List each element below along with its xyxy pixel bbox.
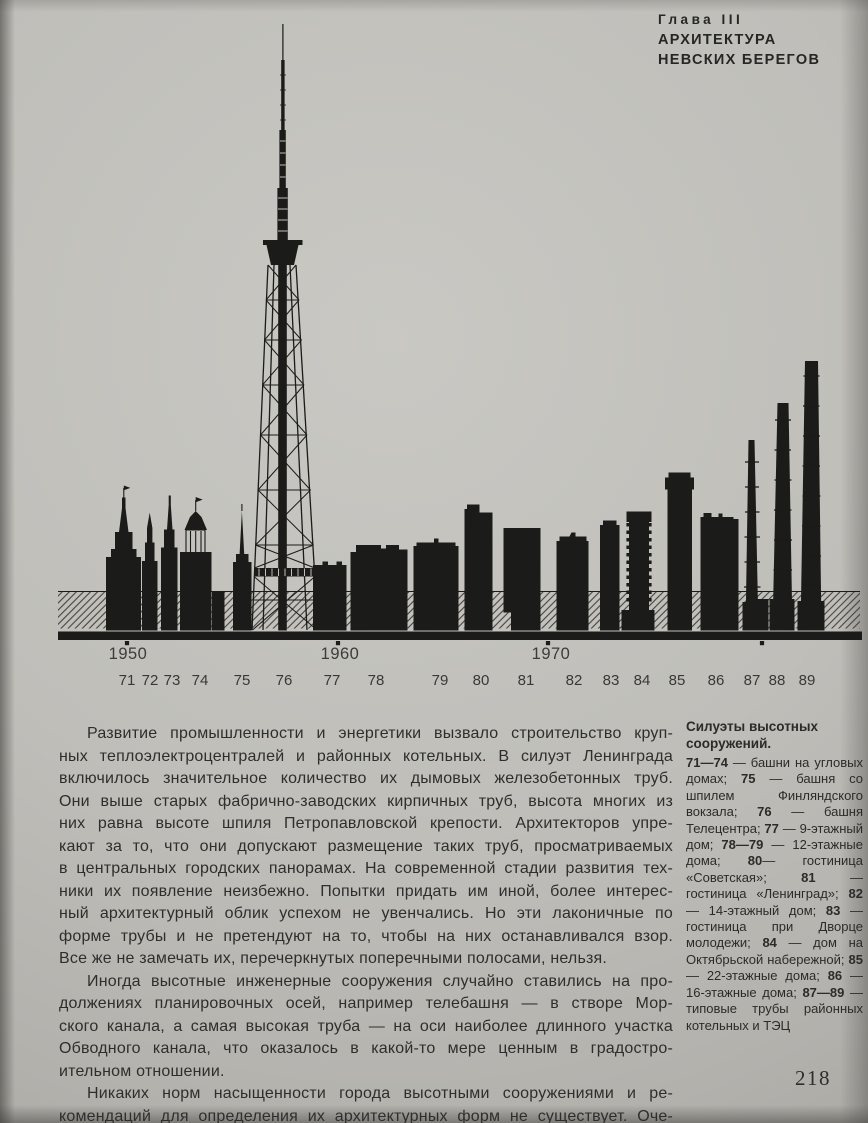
structure-number-label: 86	[707, 672, 725, 689]
base-89	[798, 601, 825, 631]
structure-number-label: 81	[517, 672, 535, 689]
body-text-line: Иногда высотные инженерные сооружения случайно ставились на про-	[87, 972, 673, 990]
base-84	[622, 610, 655, 631]
structure-number-label: 77	[323, 672, 341, 689]
building-80	[465, 505, 493, 631]
body-text-line: ный архитектурный облик успехом не увенчались. Но эти лаконичные по	[59, 905, 673, 922]
building-73	[161, 496, 178, 631]
page-number: 218	[795, 1066, 831, 1090]
figure-caption-title-line1: Силуэты высотных	[686, 719, 818, 734]
body-text-line: ского канала, а самая высокая труба — на оси наиболее длинного участка	[59, 1017, 673, 1035]
building-83	[600, 521, 620, 631]
figure-caption-title	[686, 719, 863, 752]
structure-number-label: 83	[602, 672, 620, 689]
body-text-line: включилось значительное количество их дымовых железобетонных труб.	[59, 770, 673, 787]
structure-number-label: 88	[768, 672, 786, 689]
building-79	[414, 539, 459, 631]
chapter-title-line1: АРХИТЕКТУРА	[658, 32, 777, 48]
building-72	[142, 513, 158, 631]
building-82	[557, 533, 589, 631]
spire-75	[240, 511, 245, 554]
decade-label: 1970	[531, 645, 571, 663]
structure-number-label: 80	[472, 672, 490, 689]
chimney-87	[746, 440, 759, 631]
building-77	[313, 562, 347, 631]
body-text-line: ники их появление неизбежно. Попытки придать им иной, более интерес-	[59, 882, 673, 900]
structure-number-label: 82	[565, 672, 583, 689]
body-text-line: комендаций для определения их архитектурных форм не существует. Оче-	[59, 1107, 673, 1123]
body-text-line: них равна высоте шпиля Петропавловской крепости. Архитекторов упре-	[59, 815, 673, 832]
body-text-line: кают за то, что они допускают размещение таких труб, просматриваемых	[59, 837, 673, 855]
body-text-line: Развитие промышленности и энергетики вызвало строительство круп-	[87, 725, 673, 742]
structure-number-label: 89	[798, 672, 816, 689]
building-86	[701, 513, 739, 631]
building-78	[351, 545, 408, 631]
tv-tower-mast-mid	[279, 130, 285, 188]
base-88	[770, 599, 795, 631]
chapter-title-line2: НЕВСКИХ БЕРЕГОВ	[658, 51, 821, 68]
tv-tower-mast-upper	[281, 60, 284, 130]
building-75	[233, 554, 252, 631]
body-text-column	[59, 723, 673, 1123]
tv-tower-cab	[263, 240, 303, 265]
structure-number-label: 76	[275, 672, 293, 689]
body-text-line: ных теплоэлектроцентралей и районных котельных. В силуэт Ленинграда	[59, 747, 673, 765]
building-74-body	[180, 552, 212, 631]
decade-label: 1950	[108, 645, 148, 663]
flag-71	[124, 486, 131, 491]
flag-74	[196, 497, 203, 502]
structure-number-label: 79	[431, 672, 449, 689]
structure-number-label: 87	[743, 672, 761, 689]
figure-caption-text: 71—74 — башни на угловых домах; 75 — башня со шпилем Финляндского вокзала; 76 — башня Телецентра; 77 — 9-этажный дом; 78—79 — 12-этажные дома; 80— гостиница «Советская»; 81 — гостиница «Ленинград»; 82 — 14-этажный дом; 83 — гостиница при Дворце молодежи; 84 — дом на Октябрьской набережной; 85 — 22-этажные дома; 86 — 16-этажные дома; 87—89 — типовые трубы районных котельных и ТЭЦ	[686, 755, 864, 1033]
tv-tower-mast-lower	[277, 188, 287, 240]
decade-axis	[0, 645, 868, 665]
chimney-88	[773, 403, 793, 631]
structure-number-label: 85	[668, 672, 686, 689]
baseline-bar	[58, 632, 862, 641]
structure-number-label: 71	[118, 672, 136, 689]
body-text-line: форме трубы и не претендуют на то, чтобы на них останавливался взор.	[59, 927, 673, 945]
decade-label: 1960	[320, 645, 360, 663]
building-85	[668, 490, 693, 631]
body-text-line: Они выше старых фабрично-заводских кирпичных труб, высота многих из	[59, 792, 673, 810]
structure-number-label: 84	[633, 672, 651, 689]
body-text-line: Все же не замечать их, перечеркнутых поперечными полосами, нельзя.	[59, 950, 608, 967]
cupola-74	[185, 511, 208, 530]
structure-number-label: 78	[367, 672, 385, 689]
embankment-hatch	[58, 592, 860, 629]
cap-85	[665, 473, 694, 490]
figure-caption	[686, 719, 863, 1034]
body-text-line: должениях планировочных осей, например телебашня — в створе Мор-	[59, 995, 673, 1012]
structure-number-label: 72	[141, 672, 159, 689]
building-71	[106, 498, 141, 631]
body-text-line: в центральных городских панорамах. На современной стадии развития тех-	[59, 860, 673, 877]
annex-74	[212, 591, 225, 631]
structure-number-label: 73	[163, 672, 181, 689]
structure-number-label: 75	[233, 672, 251, 689]
figure-caption-title-line2: сооружений.	[686, 735, 772, 751]
body-text-line: ительном отношении.	[59, 1062, 225, 1080]
structure-number-row	[0, 672, 868, 692]
chapter-label: Глава III	[658, 12, 744, 27]
base-87	[743, 602, 762, 631]
body-text-line: Никаких норм насыщенности города высотными сооружениями и ре-	[87, 1085, 673, 1102]
body-text-line: Обводного канала, что оказалось в какой-то мере ценным в градостро-	[59, 1040, 673, 1057]
structure-number-label: 74	[191, 672, 209, 689]
